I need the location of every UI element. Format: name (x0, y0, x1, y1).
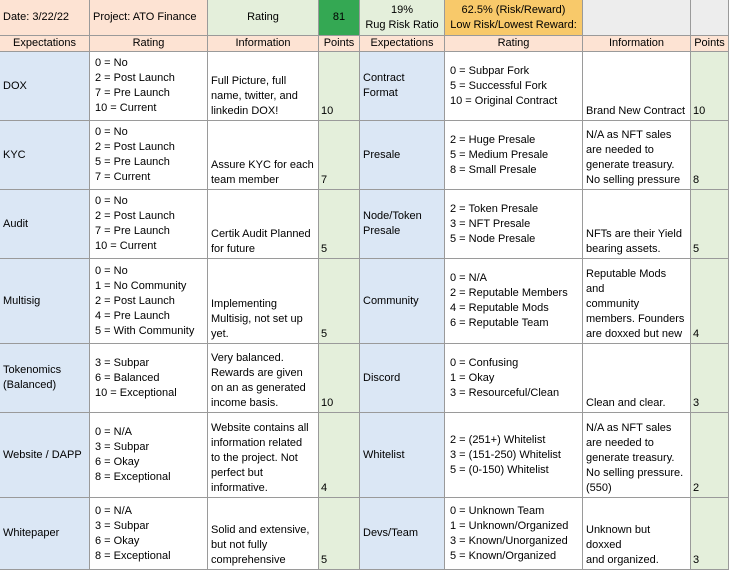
rating-scale-item: 0 = N/A (450, 272, 487, 284)
information-cell[interactable] (583, 190, 691, 259)
rating-scale-cell[interactable] (90, 259, 208, 344)
rating-scale-item: 3 = Subpar (95, 519, 150, 532)
rating-scale-item: 0 = N/A (95, 504, 132, 517)
expectation-label: Community (363, 294, 419, 307)
points-cell[interactable] (691, 52, 729, 121)
information-cell[interactable] (583, 413, 691, 498)
information-line: are needed to (586, 437, 654, 449)
col-header-text: Rating (132, 37, 165, 49)
expectation-label: KYC (3, 148, 26, 161)
information-line: comprehensive (211, 554, 286, 566)
rating-value-cell[interactable] (319, 0, 360, 36)
expectation-cell[interactable] (0, 498, 90, 570)
information-cell[interactable] (208, 259, 319, 344)
points-cell[interactable] (319, 52, 360, 121)
information-line: name, twitter, and (211, 90, 298, 102)
rating-scale-item: 6 = Reputable Team (450, 317, 549, 329)
information-line: Very balanced. (211, 352, 284, 364)
points-value: 5 (321, 243, 328, 255)
expectation-cell[interactable] (0, 413, 90, 498)
col-header-expectations[interactable] (0, 36, 90, 52)
information-cell[interactable] (583, 52, 691, 121)
rating-scale-item: 8 = Exceptional (95, 549, 171, 562)
rating-scale-item: 10 = Current (95, 102, 157, 114)
rating-scale-item: 5 = (0-150) Whitelist (450, 463, 549, 476)
col-header-points[interactable] (691, 36, 729, 52)
information-line: team member (211, 174, 279, 186)
date-text: Date: 3/22/22 (3, 11, 70, 23)
rating-scale-cell[interactable] (445, 498, 583, 570)
information-line: N/A as NFT sales (586, 422, 672, 434)
rating-label: Rating (247, 11, 279, 23)
information-line: Brand New Contract (586, 105, 686, 117)
information-cell[interactable] (208, 121, 319, 190)
points-value: 5 (321, 554, 328, 566)
rating-scale-item: 1 = Okay (450, 371, 495, 384)
information-cell[interactable] (208, 52, 319, 121)
information-line: community (586, 298, 640, 310)
points-cell[interactable] (319, 498, 360, 570)
information-line: Clean and clear. (586, 397, 666, 409)
col-header-text: Points (323, 37, 355, 49)
points-cell[interactable] (319, 190, 360, 259)
col-header-rating[interactable] (90, 36, 208, 52)
rating-scale-item: 10 = Original Contract (450, 94, 558, 107)
project-text: Project: ATO Finance (93, 11, 197, 23)
information-line: linkedin DOX! (211, 105, 279, 117)
rating-scale-cell[interactable] (90, 344, 208, 413)
rating-scale-item: 3 = Resourceful/Clean (450, 386, 560, 399)
points-cell[interactable] (319, 259, 360, 344)
information-cell[interactable] (208, 413, 319, 498)
information-line: are doxxed but new (586, 328, 683, 340)
expectation-label: Devs/Team (363, 527, 419, 539)
information-line: Certik Audit Planned (211, 228, 311, 240)
rating-scale-item: 2 = (251+) Whitelist (450, 433, 546, 446)
rating-scale-item: 10 = Exceptional (95, 386, 177, 399)
points-value: 10 (321, 397, 334, 409)
rating-scale-cell[interactable] (445, 344, 583, 413)
rating-scale-item: 4 = Pre Launch (95, 309, 170, 322)
points-value: 7 (321, 174, 328, 186)
expectation-cell[interactable] (0, 52, 90, 121)
col-header-text: Information (235, 37, 291, 49)
points-cell[interactable] (691, 190, 729, 259)
expectation-label: Website / DAPP (3, 448, 82, 461)
information-line: generate treasury. (586, 452, 675, 464)
rating-value: 81 (332, 11, 346, 23)
rating-scale-item: 3 = Subpar (95, 356, 150, 369)
rating-scale-item: 0 = Unknown Team (450, 504, 545, 517)
information-line: Full Picture, full (211, 75, 287, 87)
expectation-cell[interactable] (0, 190, 90, 259)
risk-reward-label: Low Risk/Lowest Reward: (450, 18, 577, 31)
rating-scale-item: 6 = Balanced (95, 371, 160, 384)
rating-scale-item: 7 = Current (95, 171, 151, 183)
information-line: No selling pressure (586, 174, 681, 186)
rating-scale-item: 5 = Node Presale (450, 232, 536, 245)
rating-scale-cell[interactable] (445, 52, 583, 121)
col-header-text: Information (608, 37, 665, 49)
rating-scale-item: 4 = Reputable Mods (450, 302, 549, 314)
expectation-label: Tokenomics (3, 364, 62, 376)
information-line: Multisig, not set up (211, 313, 303, 325)
information-line: income basis. (211, 397, 279, 409)
rating-scale-cell[interactable] (90, 498, 208, 570)
rating-scale-cell[interactable] (445, 190, 583, 259)
information-line: Unknown but doxxed (586, 524, 651, 551)
rating-scale-item: 2 = Huge Presale (450, 133, 536, 146)
information-line: NFTs are their Yield (586, 228, 682, 240)
points-cell[interactable] (319, 121, 360, 190)
rating-scale-cell[interactable] (445, 121, 583, 190)
expectation-cell[interactable] (360, 190, 445, 259)
expectation-cell[interactable] (360, 52, 445, 121)
col-header-expectations[interactable] (360, 36, 445, 52)
rug-risk-percent: 19% (390, 3, 414, 16)
expectation-label: Contract (363, 72, 405, 84)
information-cell[interactable] (583, 121, 691, 190)
col-header-text: Expectations (13, 37, 76, 49)
points-value: 5 (321, 328, 328, 340)
risk-reward-cell[interactable] (445, 0, 583, 36)
expectation-label: DOX (3, 79, 27, 92)
rating-scale-cell[interactable] (90, 121, 208, 190)
points-value: 4 (693, 328, 700, 340)
information-cell[interactable] (583, 259, 691, 344)
information-line: to the project. Not (211, 452, 298, 464)
rating-label-cell[interactable] (208, 0, 319, 36)
rating-scale-item: 8 = Small Presale (450, 163, 537, 176)
expectation-cell[interactable] (360, 259, 445, 344)
information-cell[interactable] (583, 344, 691, 413)
expectation-label: Presale (363, 225, 401, 237)
rating-scale-item: 0 = N/A (95, 426, 132, 438)
expectation-cell[interactable] (360, 344, 445, 413)
rating-scale-item: 7 = Pre Launch (95, 87, 170, 99)
information-line: Rewards are given (211, 367, 303, 379)
rating-scale-item: 2 = Token Presale (450, 202, 539, 215)
rating-scale-item: 0 = No (95, 57, 128, 69)
rating-scale-item: 6 = Okay (95, 534, 140, 547)
information-line: generate treasury. (586, 159, 675, 171)
points-cell[interactable] (319, 344, 360, 413)
rating-scale-item: 5 = With Community (95, 324, 195, 337)
points-value: 5 (693, 243, 700, 255)
rating-scale-item: 5 = Successful Fork (450, 79, 547, 92)
rating-scale-item: 6 = Okay (95, 456, 140, 468)
col-header-rating[interactable] (445, 36, 583, 52)
rating-scale-item: 10 = Current (95, 240, 157, 252)
expectation-cell[interactable] (0, 259, 90, 344)
rug-risk-cell[interactable] (360, 0, 445, 36)
information-line: Solid and extensive, (211, 524, 310, 536)
information-line: informative. (211, 482, 268, 494)
information-cell[interactable] (208, 190, 319, 259)
rating-scale-cell[interactable] (90, 52, 208, 121)
information-line: for future (211, 243, 256, 255)
information-line: but not fully (211, 539, 268, 551)
expectation-label: Discord (363, 371, 401, 384)
rating-scale-item: 3 = (151-250) Whitelist (450, 448, 561, 461)
expectation-label: Whitepaper (3, 527, 60, 539)
information-line: No selling pressure. (586, 467, 684, 479)
rug-risk-label: Rug Risk Ratio (365, 18, 439, 31)
points-cell[interactable] (691, 121, 729, 190)
empty-header-cell[interactable] (691, 0, 729, 36)
rating-scale-cell[interactable] (90, 413, 208, 498)
points-cell[interactable] (691, 413, 729, 498)
points-value: 3 (693, 397, 700, 409)
rating-scale-item: 1 = No Community (95, 279, 187, 292)
rating-scale-item: 3 = Subpar (95, 441, 150, 453)
points-cell[interactable] (691, 498, 729, 570)
expectation-label: Presale (363, 148, 401, 161)
project-cell[interactable] (90, 0, 208, 36)
rating-scale-item: 2 = Post Launch (95, 141, 175, 153)
information-line: Reputable Mods and (586, 268, 667, 295)
rating-scale-cell[interactable] (445, 413, 583, 498)
expectation-label: Format (363, 87, 398, 99)
information-line: members. Founders (586, 313, 685, 325)
date-cell[interactable] (0, 0, 90, 36)
expectation-label: Audit (3, 217, 29, 230)
information-cell[interactable] (583, 498, 691, 570)
expectation-label: Whitelist (363, 448, 405, 461)
information-line: and organized. (586, 554, 659, 566)
rating-scale-item: 2 = Reputable Members (450, 287, 568, 299)
rating-scale-cell[interactable] (90, 190, 208, 259)
rating-scale-item: 2 = Post Launch (95, 72, 175, 84)
rating-scale-item: 3 = Known/Unorganized (450, 534, 568, 547)
rating-scale-item: 8 = Exceptional (95, 471, 171, 483)
points-value: 8 (693, 174, 700, 186)
col-header-points[interactable] (319, 36, 360, 52)
col-header-text: Rating (497, 37, 530, 49)
expectation-cell[interactable] (360, 121, 445, 190)
rating-scale-item: 5 = Pre Launch (95, 156, 170, 168)
col-header-information[interactable] (583, 36, 691, 52)
information-line: N/A as NFT sales (586, 129, 672, 141)
rating-scale-item: 3 = NFT Presale (450, 217, 531, 230)
information-line: Implementing (211, 298, 278, 310)
points-value: 4 (321, 482, 328, 494)
information-line: information related (211, 437, 303, 449)
rating-scale-item: 0 = No (95, 195, 128, 207)
rating-scale-item: 0 = Subpar Fork (450, 64, 530, 77)
points-value: 10 (693, 105, 706, 117)
information-cell[interactable] (208, 498, 319, 570)
risk-reward-percent: 62.5% (Risk/Reward) (461, 3, 566, 16)
col-header-text: Expectations (370, 37, 434, 49)
information-line: perfect but (211, 467, 263, 479)
rating-scale-item: 7 = Pre Launch (95, 225, 170, 237)
points-cell[interactable] (319, 413, 360, 498)
rating-scale-item: 1 = Unknown/Organized (450, 519, 569, 532)
empty-header-cell[interactable] (583, 0, 691, 36)
information-line: are needed to (586, 144, 654, 156)
information-line: on an as generated (211, 382, 306, 394)
information-line: Website contains all (211, 422, 309, 434)
points-value: 10 (321, 105, 334, 117)
information-line: yet. (211, 328, 229, 340)
points-cell[interactable] (691, 344, 729, 413)
rating-scale-cell[interactable] (445, 259, 583, 344)
col-header-information[interactable] (208, 36, 319, 52)
expectation-label: Node/Token (363, 210, 422, 222)
expectation-cell[interactable] (0, 121, 90, 190)
information-line: bearing assets. (586, 243, 661, 255)
rating-scale-item: 2 = Post Launch (95, 294, 175, 307)
expectation-cell[interactable] (360, 413, 445, 498)
expectation-cell[interactable] (0, 344, 90, 413)
rating-scale-item: 2 = Post Launch (95, 210, 175, 222)
points-value: 3 (693, 554, 700, 566)
rating-scale-item: 0 = No (95, 264, 128, 277)
points-cell[interactable] (691, 259, 729, 344)
information-cell[interactable] (208, 344, 319, 413)
information-line: Assure KYC for each (211, 159, 314, 171)
rating-scale-item: 0 = Confusing (450, 356, 519, 369)
expectation-label: (Balanced) (3, 379, 57, 391)
rating-scale-item: 5 = Medium Presale (450, 148, 549, 161)
expectation-label: Multisig (3, 294, 41, 307)
information-line: (550) (586, 482, 612, 494)
col-header-text: Points (694, 37, 725, 49)
rating-scale-item: 5 = Known/Organized (450, 549, 557, 562)
points-value: 2 (693, 482, 700, 494)
expectation-cell[interactable] (360, 498, 445, 570)
rating-scale-item: 0 = No (95, 126, 128, 138)
